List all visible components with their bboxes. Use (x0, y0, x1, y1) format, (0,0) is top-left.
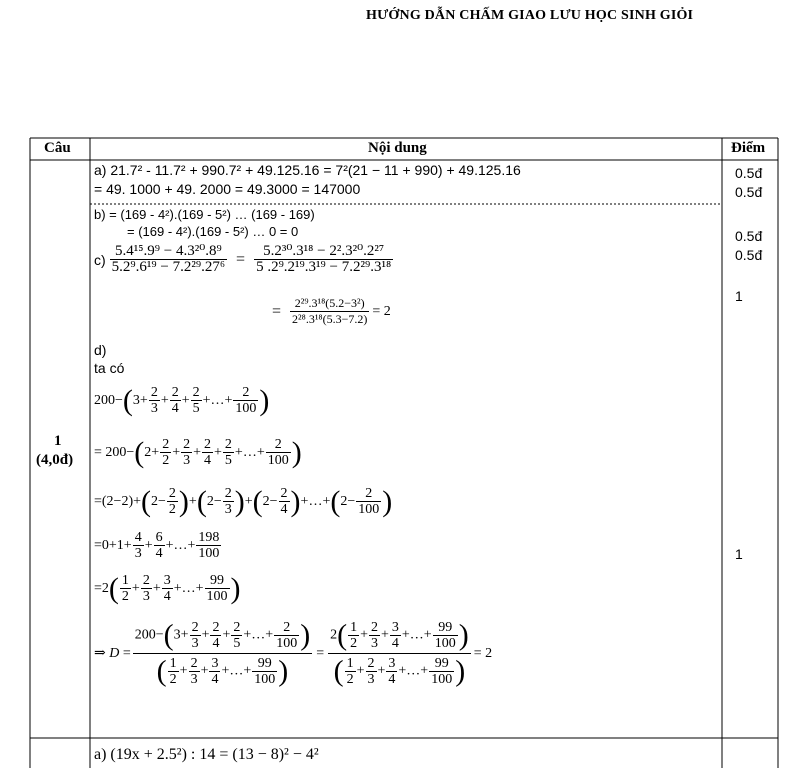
page-title: HƯỚNG DẪN CHẤM GIAO LƯU HỌC SINH GIỎI (366, 8, 694, 23)
part-c-mid-fraction (254, 244, 393, 275)
part-c-score: 1 (735, 288, 743, 304)
header-diem: Điểm (731, 140, 766, 156)
part-d-result: = 2 (473, 645, 493, 661)
part-a-score-2: 0.5đ (735, 184, 763, 200)
part-d-label: d) (94, 342, 107, 358)
part-d-step-4: =0+1+ $\frac{4}{3}$ + $\frac{6}{4}$ +…+ $\frac{198}{100}$ (94, 530, 220, 561)
header-noi-dung: Nội dung (368, 140, 427, 156)
part-b-line2: = (169 - 4²).(169 - 5²) … 0 = 0 (127, 224, 299, 239)
part-c-expression: c) $\frac{\text{5.4¹⁵.9⁹ − 4.3²⁰.8⁹}}{\text{5.2⁹.6¹⁹ − 7.2²⁹.27⁶}}$ = $\frac{\text{5.2³⁰.3¹⁸ − 2².3²⁰.2²⁷}}{\text{5 .2⁹.2¹⁹.3¹⁹ − 7.2²⁹.3¹⁸}}$ (94, 243, 392, 275)
header-cau: Câu (44, 140, 71, 156)
part-c-lhs-num: 5.4¹⁵.9⁹ − 4.3²⁰.8⁹ (110, 244, 227, 260)
part-d-step-5: =2 ( $\frac{1}{2}$ + $\frac{2}{3}$ + $\frac{3}{4}$ +…+ $\frac{99}{100}$ ) (94, 571, 241, 605)
part-d-final: ⇒ D = 200−(3+ $\frac{2}{3}$ + $\frac{2}{4}$ + $\frac{2}{5}$ +…+ $\frac{2}{100}$ ) ( $\frac{1}{2}$ + $\frac{2}{3}$ + $\frac{3}{4}$ +…+ $\frac{99}{100}$ ) = 2( $\frac{1}{2}$ + $\frac{2}{3}$ + $\frac{3}{4}$ +…+ $\frac{99}{100}$ ) ( $\frac{1}{2}$ + $\frac{2}{3}$ + $\frac{3}{4}$ +…+ $\frac{99}{100}$ ) = 2 (94, 618, 493, 688)
part-d-step-3: =(2−2)+ ( 2− $\frac{2}{2}$ ) + ( 2− $\frac{2}{3}$ ) + ( 2− $\frac{2}{4}$ ) +…+ ( 2− $\frac{2}{100}$ ) (94, 484, 393, 518)
part-2a-line: a) (19x + 2.5²) : 14 = (13 − 8)² − 4² (94, 746, 319, 763)
part-c-label: c) (94, 251, 106, 268)
part-b-score-1: 0.5đ (735, 228, 763, 244)
part-d-intro: ta có (94, 360, 125, 376)
part-c-mid-num: 5.2³⁰.3¹⁸ − 2².3²⁰.2²⁷ (254, 244, 393, 260)
part-c-result-row: = $\frac{\text{2²⁹.3¹⁸(5.2−3²)}}{\text{2²⁸.3¹⁸(5.3−7.2)}}$ = 2 (272, 296, 391, 326)
part-b-score-2: 0.5đ (735, 247, 763, 263)
part-a-score-1: 0.5đ (735, 165, 763, 181)
part-c-result: = 2 (372, 303, 391, 319)
part-c-res-num: 2²⁹.3¹⁸(5.2−3²) (290, 296, 369, 312)
question-points: (4,0đ) (36, 452, 74, 468)
part-d-step-1: 200− ( 3+ $\frac{2}{3}$ + $\frac{2}{4}$ + $\frac{2}{5}$ +…+ $\frac{2}{100}$ ) (94, 383, 270, 417)
part-a-line2: = 49. 1000 + 49. 2000 = 49.3000 = 147000 (94, 181, 361, 197)
part-a-line1: a) 21.7² - 11.7² + 990.7² + 49.125.16 = 7²(21 − 11 + 990) + 49.125.16 (94, 162, 521, 178)
part-d-score: 1 (735, 546, 743, 562)
question-number: 1 (54, 433, 62, 449)
part-c-res-den: 2²⁸.3¹⁸(5.3−7.2) (292, 312, 368, 326)
part-c-lhs-fraction (110, 244, 227, 275)
part-c-lhs-den: 5.2⁹.6¹⁹ − 7.2²⁹.27⁶ (111, 259, 226, 275)
part-c-mid-den: 5 .2⁹.2¹⁹.3¹⁹ − 7.2²⁹.3¹⁸ (256, 259, 392, 275)
part-c-result-fraction (290, 296, 369, 327)
part-d-step-2: = 200− ( 2+ $\frac{2}{2}$ + $\frac{2}{3}$ + $\frac{2}{4}$ + $\frac{2}{5}$ +…+ $\frac{2}{100}$ ) (94, 435, 302, 469)
part-b-line1: b) = (169 - 4²).(169 - 5²) … (169 - 169) (94, 207, 315, 222)
